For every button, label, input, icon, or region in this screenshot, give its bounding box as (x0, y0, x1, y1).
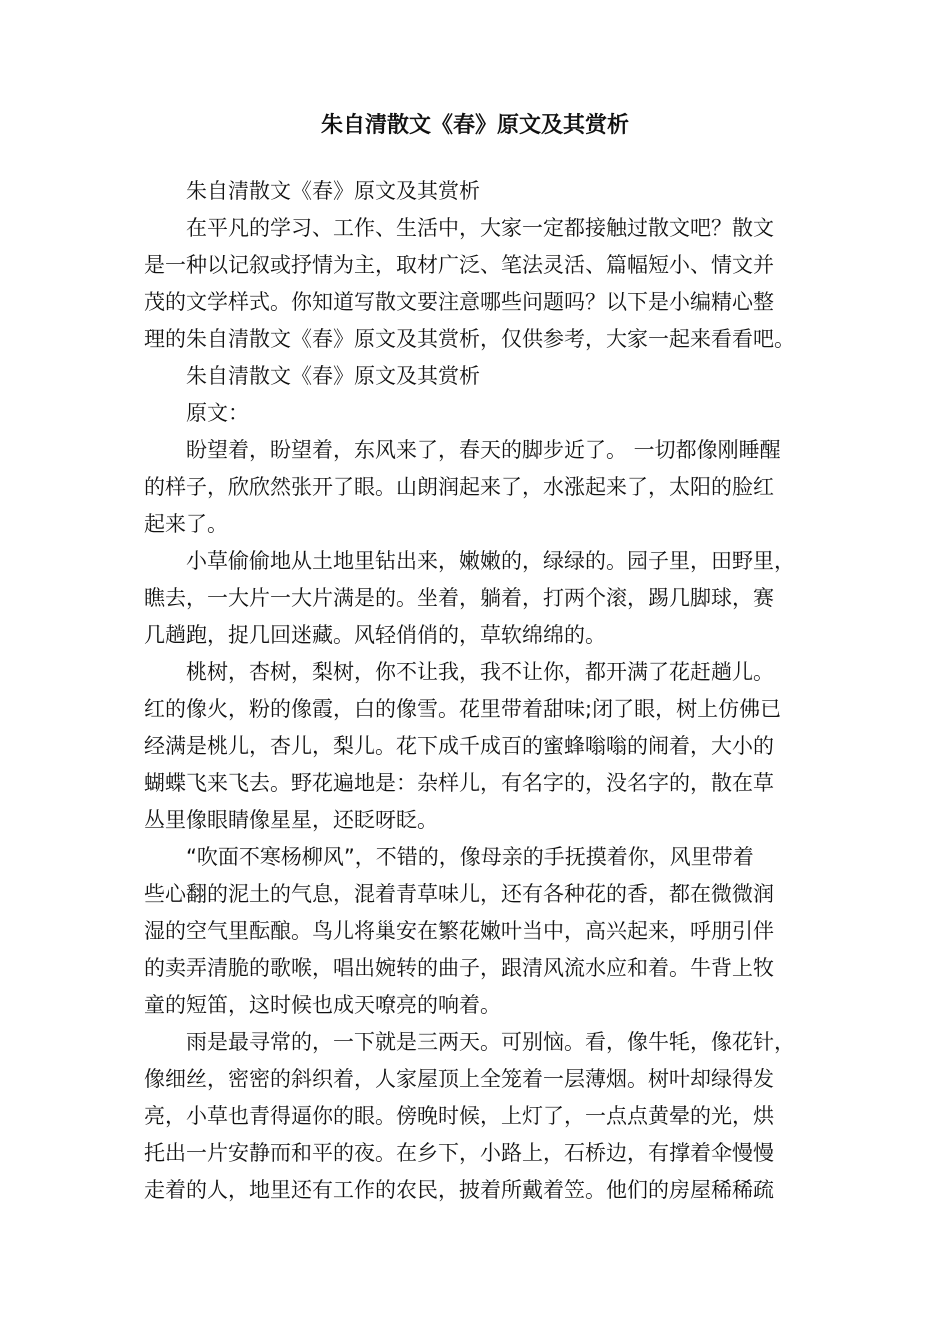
text-line: 瞧去，一大片一大片满是的。坐着，躺着，打两个滚，踢几脚球，赛 (144, 586, 774, 610)
text-line: 朱自清散文《春》原文及其赏析 (186, 364, 480, 388)
text-line: 些心翻的泥土的气息，混着青草味儿，还有各种花的香，都在微微润 (144, 882, 774, 906)
text-line: 起来了。 (144, 512, 228, 536)
text-line: 托出一片安静而和平的夜。在乡下，小路上，石桥边，有撑着伞慢慢 (144, 1141, 774, 1165)
text-line: 的样子，欣欣然张开了眼。山朗润起来了，水涨起来了，太阳的脸红 (144, 475, 774, 499)
text-line: 经满是桃儿，杏儿，梨儿。花下成千成百的蜜蜂嗡嗡的闹着，大小的 (144, 734, 774, 758)
text-line: 的卖弄清脆的歌喉，唱出婉转的曲子，跟清风流水应和着。牛背上牧 (144, 956, 774, 980)
text-line: 几趟跑，捉几回迷藏。风轻俏俏的，草软绵绵的。 (144, 623, 606, 647)
text-line: 在平凡的学习、工作、生活中，大家一定都接触过散文吧？散文 (186, 216, 774, 240)
text-line: 盼望着，盼望着，东风来了，春天的脚步近了。 一切都像刚睡醒 (186, 438, 781, 462)
text-line: 亮，小草也青得逼你的眼。傍晚时候，上灯了，一点点黄晕的光，烘 (144, 1104, 774, 1128)
text-line: 朱自清散文《春》原文及其赏析 (186, 179, 480, 203)
document-title: 朱自清散文《春》原文及其赏析 (320, 113, 629, 138)
text-line: 童的短笛，这时候也成天嘹亮的响着。 (144, 993, 501, 1017)
text-line: 理的朱自清散文《春》原文及其赏析，仅供参考，大家一起来看看吧。 (144, 327, 795, 351)
text-line: 小草偷偷地从土地里钻出来，嫩嫩的，绿绿的。园子里，田野里， (186, 549, 795, 573)
text-line: 丛里像眼睛像星星，还眨呀眨。 (144, 808, 438, 832)
text-line: 雨是最寻常的，一下就是三两天。可别恼。看，像牛牦，像花针， (186, 1030, 795, 1054)
text-line: “吹面不寒杨柳风”，不错的，像母亲的手抚摸着你，风里带着 (186, 845, 754, 869)
text-line: 像细丝，密密的斜织着，人家屋顶上全笼着一层薄烟。树叶却绿得发 (144, 1067, 774, 1091)
text-line: 桃树，杏树，梨树，你不让我，我不让你，都开满了花赶趟儿。 (186, 660, 774, 684)
document-body (144, 173, 830, 1209)
text-line: 茂的文学样式。你知道写散文要注意哪些问题吗？以下是小编精心整 (144, 290, 774, 314)
text-line: 原文： (186, 401, 249, 425)
text-line: 湿的空气里酝酿。鸟儿将巢安在繁花嫩叶当中，高兴起来，呼朋引伴 (144, 919, 774, 943)
text-line: 蝴蝶飞来飞去。野花遍地是：杂样儿，有名字的，没名字的，散在草 (144, 771, 774, 795)
text-line: 是一种以记叙或抒情为主，取材广泛、笔法灵活、篇幅短小、情文并 (144, 253, 774, 277)
text-line: 红的像火，粉的像霞，白的像雪。花里带着甜味;闭了眼，树上仿佛已 (144, 697, 782, 721)
text-line: 走着的人，地里还有工作的农民，披着所戴着笠。他们的房屋稀稀疏 (144, 1178, 774, 1202)
